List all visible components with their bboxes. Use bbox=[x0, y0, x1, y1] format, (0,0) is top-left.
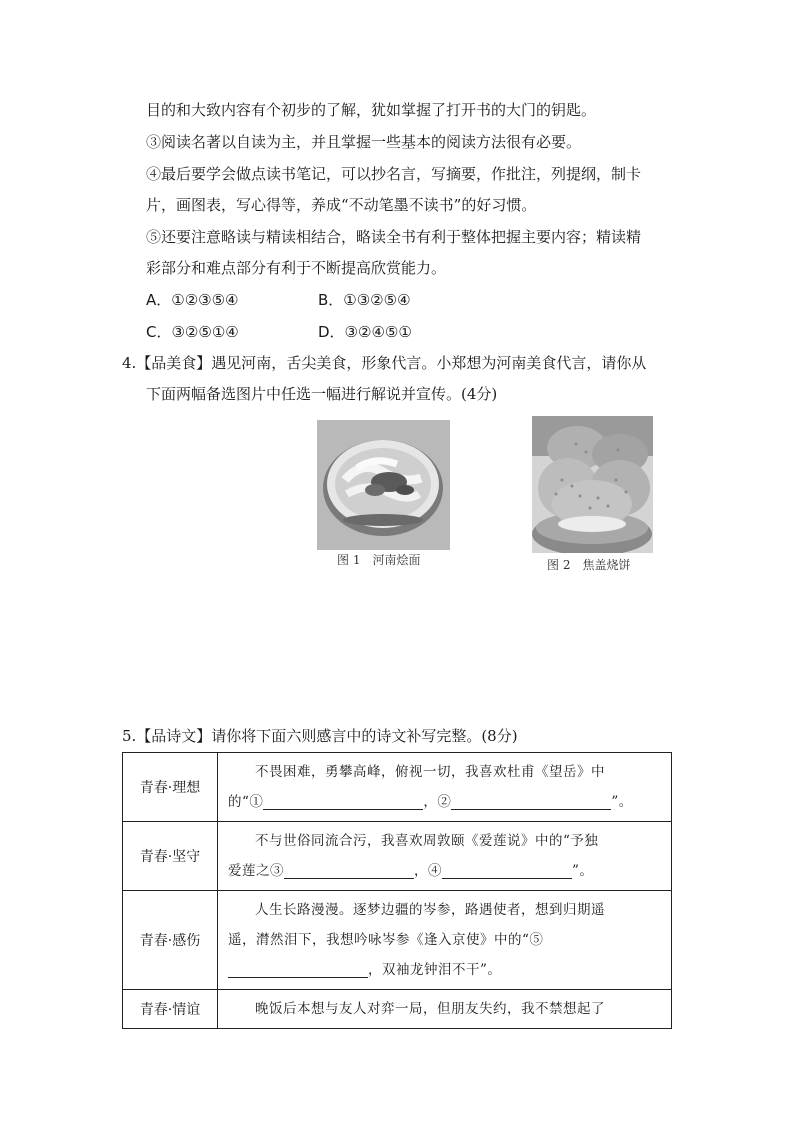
answer-blank-4[interactable] bbox=[442, 860, 572, 879]
row-text: ”。 bbox=[611, 794, 633, 810]
q4-prompt-line-1: 4.【品美食】遇见河南，舌尖美食，形象代言。小郑想为河南美食代言，请你从 bbox=[122, 354, 647, 372]
row-text: 不畏困难，勇攀高峰，俯视一切，我喜欢杜甫《望岳》中 bbox=[255, 764, 605, 780]
table-row bbox=[123, 753, 672, 822]
q3-option-a[interactable]: A．①②③⑤④ bbox=[146, 291, 239, 309]
row-text: 的“① bbox=[228, 794, 264, 810]
figure-1-caption: 图 1 河南烩面 bbox=[337, 553, 421, 567]
figure-1-image bbox=[317, 420, 450, 550]
row-text: 人生长路漫漫。逐梦边疆的岑参，路遇使者，想到归期遥 bbox=[255, 902, 605, 918]
row-text: ”。 bbox=[572, 863, 594, 879]
table-row bbox=[123, 891, 672, 990]
row-body-persistence bbox=[218, 822, 672, 891]
flatbread-illustration bbox=[532, 416, 653, 553]
figure-2-caption: 图 2 焦盖烧饼 bbox=[547, 558, 631, 572]
figure-2-image bbox=[532, 416, 653, 553]
answer-blank-1[interactable] bbox=[263, 791, 423, 810]
row-text: 不与世俗同流合污，我喜欢周敦颐《爱莲说》中的“予独 bbox=[255, 833, 599, 849]
row-text: ，② bbox=[423, 794, 452, 810]
q3-option-c[interactable]: C．③②⑤①④ bbox=[146, 323, 239, 341]
answer-blank-5[interactable] bbox=[228, 959, 368, 978]
q5-prompt: 5.【品诗文】请你将下面六则感言中的诗文补写完整。(8分) bbox=[122, 727, 518, 745]
row-body-ideal bbox=[218, 753, 672, 822]
table-row bbox=[123, 990, 672, 1029]
row-label-persistence: 青春·坚守 bbox=[123, 822, 218, 891]
row-label-friendship: 青春·情谊 bbox=[123, 990, 218, 1029]
row-body-friendship bbox=[218, 990, 672, 1029]
q3-option-d[interactable]: D．③②④⑤① bbox=[318, 323, 412, 341]
q3-item-5-b: 彩部分和难点部分有利于不断提高欣赏能力。 bbox=[146, 259, 447, 277]
table-row bbox=[123, 822, 672, 891]
row-text: ，双袖龙钟泪不干”。 bbox=[368, 962, 502, 978]
q3-item-5-a: ⑤还要注意略读与精读相结合，略读全书有利于整体把握主要内容；精读精 bbox=[146, 228, 642, 246]
noodle-bowl-illustration bbox=[317, 420, 450, 550]
row-label-sorrow: 青春·感伤 bbox=[123, 891, 218, 990]
row-text: ，④ bbox=[414, 863, 442, 879]
row-text: 遥，潸然泪下，我想吟咏岑参《逢入京使》中的“⑤ bbox=[228, 932, 544, 948]
q3-item-4-a: ④最后要学会做点读书笔记，可以抄名言，写摘要，作批注，列提纲，制卡 bbox=[146, 165, 642, 183]
q3-item-4-b: 片，画图表，写心得等，养成“不动笔墨不读书”的好习惯。 bbox=[146, 196, 537, 214]
q3-item-3: ③阅读名著以自读为主，并且掌握一些基本的阅读方法很有必要。 bbox=[146, 133, 582, 151]
q3-option-b[interactable]: B．①③②⑤④ bbox=[318, 291, 411, 309]
q3-line-1: 目的和大致内容有个初步的了解，犹如掌握了打开书的大门的钥匙。 bbox=[146, 101, 597, 119]
row-body-sorrow bbox=[218, 891, 672, 990]
row-label-ideal: 青春·理想 bbox=[123, 753, 218, 822]
poem-fill-table bbox=[122, 752, 672, 1029]
q4-prompt-line-2: 下面两幅备选图片中任选一幅进行解说并宣传。(4分) bbox=[146, 385, 498, 403]
row-text: 爱莲之③ bbox=[228, 863, 284, 879]
answer-blank-2[interactable] bbox=[451, 791, 611, 810]
row-text: 晚饭后本想与友人对弈一局，但朋友失约，我不禁想起了 bbox=[255, 1001, 605, 1017]
answer-blank-3[interactable] bbox=[284, 860, 414, 879]
